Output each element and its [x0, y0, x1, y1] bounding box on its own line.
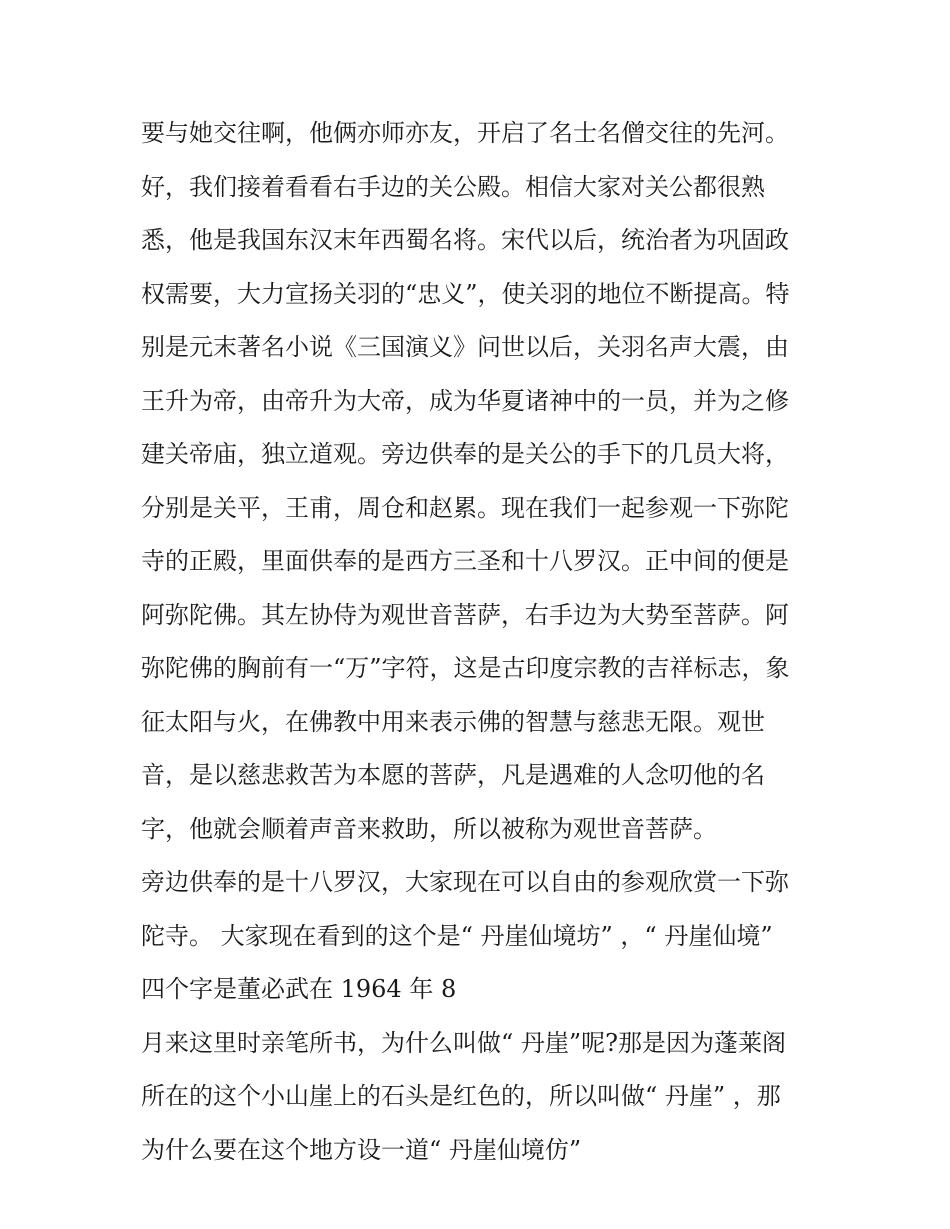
text-line: 悉，他是我国东汉末年西蜀名将。宋代以后，统治者为巩固政	[141, 226, 789, 254]
text-line: 月来这里时亲笔所书，为什么叫做“ 丹崖”呢?那是因为蓬莱阁	[141, 1028, 787, 1057]
text-line: 所在的这个小山崖上的石头是红色的，所以叫做“ 丹崖” ，那	[141, 1082, 781, 1110]
text-line: 好，我们接着看看右手边的关公殿。相信大家对关公都很熟	[141, 172, 765, 201]
text-line: 四个字是董必武在 1964 年 8	[141, 975, 457, 1003]
text-line: 陀寺。 大家现在看到的这个是“ 丹崖仙境坊” ，“ 丹崖仙境”	[141, 921, 773, 950]
text-line: 要与她交往啊，他俩亦师亦友，开启了名士名僧交往的先河。	[141, 119, 789, 147]
text-line: 别是元末著名小说《三国演义》问世以后，关羽名声大震，由	[141, 333, 789, 361]
text-line: 音，是以慈悲救苦为本愿的菩萨，凡是遇难的人念叨他的名	[141, 761, 765, 789]
text-line: 寺的正殿，里面供奉的是西方三圣和十八罗汉。正中间的便是	[141, 547, 789, 575]
text-line: 征太阳与火，在佛教中用来表示佛的智慧与慈悲无限。观世	[141, 707, 765, 736]
text-line: 权需要，大力宣扬关羽的“忠义”，使关羽的地位不断提高。特	[141, 279, 790, 308]
text-line: 建关帝庙，独立道观。旁边供奉的是关公的手下的几员大将，	[141, 440, 789, 468]
text-line: 弥陀佛的胸前有一“万”字符，这是古印度宗教的吉祥标志，象	[141, 654, 790, 682]
text-line: 分别是关平，王甫，周仓和赵累。现在我们一起参观一下弥陀	[141, 493, 789, 522]
body-text	[141, 107, 821, 1177]
text-line: 为什么要在这个地方设一道“ 丹崖仙境仿”	[141, 1135, 582, 1164]
text-line: 王升为帝，由帝升为大帝，成为华夏诸神中的一员，并为之修	[141, 386, 789, 415]
text-line: 字，他就会顺着声音来救助，所以被称为观世音菩萨。	[141, 814, 717, 843]
text-line: 旁边供奉的是十八罗汉，大家现在可以自由的参观欣赏一下弥	[141, 868, 789, 896]
text-line: 阿弥陀佛。其左协侍为观世音菩萨，右手边为大势至菩萨。阿	[141, 600, 789, 629]
